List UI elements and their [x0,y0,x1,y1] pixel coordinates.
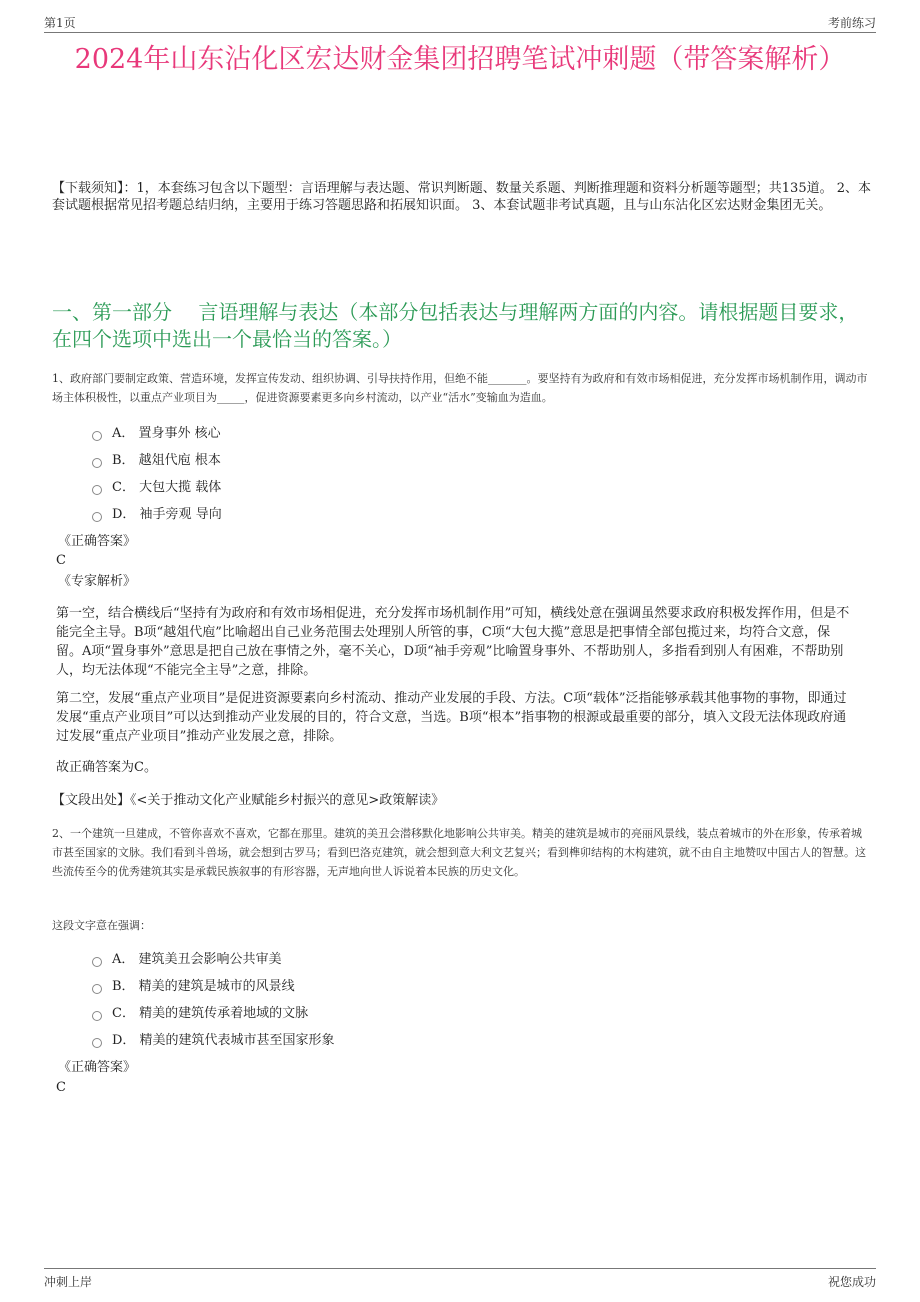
question-2-stem: 2、一个建筑一旦建成，不管你喜欢不喜欢，它都在那里。建筑的美丑会潜移默化地影响公共审美。精美的建筑是城市的亮丽风景线，装点着城市的外在形象，传承着城市甚至国家的文脉。我们看到斗兽场，就会想到古罗马；看到巴洛克建筑，就会想到意大利文艺复兴；看到榫卯结构的木构建筑，就不由自主地赞叹中国古人的智慧。这些流传至今的优秀建筑其实是承载民族叙事的有形容器，无声地向世人诉说着本民族的历史文化。 [52,827,866,878]
option-label: B． 精美的建筑是城市的风景线 [112,979,295,994]
analysis-paragraph-1: 第一空，结合横线后“坚持有为政府和有效市场相促进，充分发挥市场机制作用”可知，横线处意在强调虽然要求政府积极发挥作用，但是不能完全主导。B项“越俎代庖”比喻超出自己业务范围去处理别人所管的事，C项“大包大揽”意思是把事情全部包揽过来，均符合文意，保留。A项“置身事外”意思是把自己放在事情之外，毫不关心，D项“袖手旁观”比喻置身事外、不帮助别人，多指看到别人有困难，不帮助别人，均无法体现“不能完全主导”之意，排除。 [56,606,850,678]
download-notice: 【下载须知】：1，本套练习包含以下题型：言语理解与表达题、常识判断题、数量关系题、判断推理题和资料分析题等题型；共135道。 2、本套试题根据常见招考题总结归纳，主要用于练习答题思路和拓展知识面。 3、本套试题非考试真题，且与山东沾化区宏达财金集团无关。 [52,181,871,213]
page-title: 2024年山东沾化区宏达财金集团招聘笔试冲刺题（带答案解析） [74,44,846,75]
question-2-prompt: 这段文字意在强调： [52,919,151,932]
radio-icon[interactable] [92,512,102,522]
question-1-options [92,420,222,528]
option-label: C． 大包大揽 载体 [112,480,222,495]
option-label: D． 精美的建筑代表城市甚至国家形象 [112,1033,335,1048]
option-label: C． 精美的建筑传承着地域的文脉 [112,1006,309,1021]
page-header [44,12,876,33]
radio-icon[interactable] [92,485,102,495]
question-1-option-d[interactable] [92,501,222,528]
question-2-option-b[interactable] [92,973,335,1000]
section-heading: 一、第一部分 言语理解与表达（本部分包括表达与理解两方面的内容。请根据题目要求，在四个选项中选出一个最恰当的答案。） [52,300,859,351]
question-2-option-c[interactable] [92,1000,335,1027]
footer-right: 祝您成功 [827,1275,876,1289]
source-citation: 【文段出处】《<关于推动文化产业赋能乡村振兴的意见>政策解读》 [52,793,445,808]
option-label: B． 越俎代庖 根本 [112,453,221,468]
question-1-option-c[interactable] [92,474,222,501]
analysis-conclusion: 故正确答案为C。 [56,760,157,775]
radio-icon[interactable] [92,458,102,468]
question-2-option-a[interactable] [92,946,335,973]
analysis-paragraph-2: 第二空，发展“重点产业项目”是促进资源要素向乡村流动、推动产业发展的手段、方法。C项“载体”泛指能够承载其他事物的事物，即通过发展“重点产业项目”可以达到推动产业发展的目的，符合文意，当选。B项“根本”指事物的根源或最重要的部分，填入文段无法体现政府通过发展“重点产业项目”推动产业发展之意，排除。 [56,691,847,744]
radio-icon[interactable] [92,431,102,441]
answer-label: 《正确答案》 [58,1060,137,1075]
radio-icon[interactable] [92,1038,102,1048]
question-1-stem: 1、政府部门要制定政策、营造环境，发挥宣传发动、组织协调、引导扶持作用，但绝不能_______。要坚持有为政府和有效市场相促进，充分发挥市场机制作用，调动市场主体积极性，以重点产业项目为_____，促进资源要素更多向乡村流动，以产业“活水”变输血为造血。 [52,372,868,404]
option-label: A． 置身事外 核心 [112,426,221,441]
answer-value: C [56,553,66,568]
header-tag: 考前练习 [827,16,876,30]
question-1-option-a[interactable] [92,420,222,447]
radio-icon[interactable] [92,957,102,967]
option-label: D． 袖手旁观 导向 [112,507,222,522]
question-2-options [92,946,335,1054]
analysis-label: 《专家解析》 [58,574,137,589]
answer-value: C [56,1080,66,1095]
radio-icon[interactable] [92,1011,102,1021]
page-number: 第1页 [44,16,76,30]
footer-left: 冲刺上岸 [44,1275,93,1289]
answer-label: 《正确答案》 [58,534,137,549]
question-2-option-d[interactable] [92,1027,335,1054]
question-1-option-b[interactable] [92,447,222,474]
radio-icon[interactable] [92,984,102,994]
option-label: A． 建筑美丑会影响公共审美 [112,952,282,967]
page-footer [44,1268,876,1293]
